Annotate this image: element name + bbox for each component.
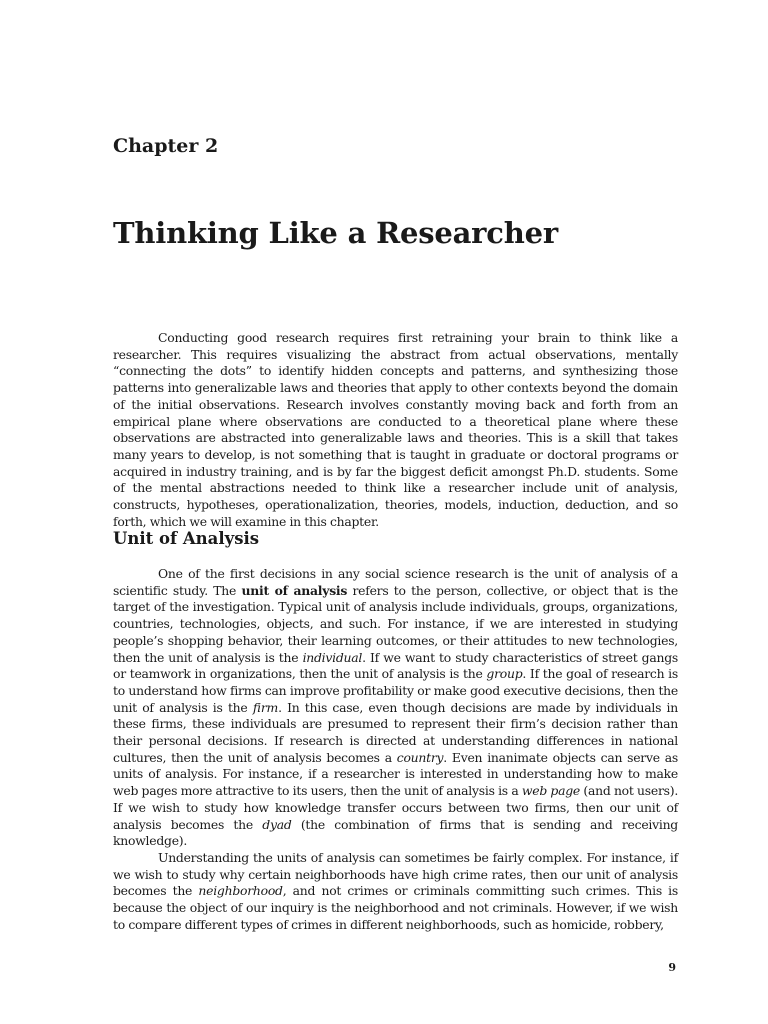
text-span: . If we want to study characteristics of street gangs or teamwork in organizations, then the unit of analysis is the (113, 649, 678, 682)
italic-term: country (396, 749, 444, 765)
text-span: , and not crimes or criminals committing such crimes. This is because the object of our inquiry is the neighborhood and not criminals. However, if we wish to compare different types of crimes in different neighborhoods, such as homicide, robbery, (113, 883, 678, 932)
chapter-label: Chapter 2 (113, 135, 219, 157)
intro-paragraph: Conducting good research requires first retraining your brain to think like a researcher. This requires visualizing the abstract from actual observations, mentally “connecting the dots” to identify hidden concepts and patterns, and synthesizing those patterns into generalizable laws and theories that apply to other contexts beyond the domain of the initial observations. Research involves constantly moving back and forth from an empirical plane where observations are conducted to a theoretical plane where these observations are abstracted into generalizable laws and theories. This is a skill that takes many years to develop, is not something that is taught in graduate or doctoral programs or acquired in industry training, and is by far the biggest deficit amongst Ph.D. students. Some of the mental abstractions needed to think like a researcher include unit of analysis, constructs, hypotheses, operationalization, theories, models, induction, deduction, and so forth, which we will examine in this chapter. (113, 330, 678, 529)
complexity-paragraph (113, 850, 678, 934)
page-number: 9 (668, 961, 676, 974)
text-span: One of the first decisions in any social science research is the unit of analysis of a scientific study. The (113, 566, 678, 598)
italic-term: web page (521, 783, 580, 799)
text-span: . Even inanimate objects can serve as units of analysis. For instance, if a researcher is interested in understanding how to make web pages more attractive to its users, then the unit of analysis is a (113, 749, 678, 799)
italic-term: firm (252, 699, 279, 715)
italic-term: dyad (262, 816, 292, 832)
unit-of-analysis-paragraph (113, 566, 678, 850)
text-span: refers to the person, collective, or object that is the target of the investigation. Typical unit of analysis include individuals, groups, organizations, countries, technologies, objects, and such. For instance, if we are interested in studying people’s shopping behavior, their learning outcomes, or their attitudes to new technologies, then the unit of analysis is the (113, 582, 678, 665)
text-span: . If the goal of research is to understand how firms can improve profitability or make good executive decisions, then the unit of analysis is the (113, 666, 678, 715)
text-span: Understanding the units of analysis can sometimes be fairly complex. For instance, if we wish to study why certain neighborhoods have high crime rates, then our unit of analysis becomes the (113, 850, 678, 899)
text-span: . In this case, even though decisions are made by individuals in these firms, these individuals are presumed to represent their firm’s decision rather than their personal decisions. If research is directed at understanding differences in national cultures, then the unit of analysis becomes a (113, 699, 678, 765)
italic-term: neighborhood (198, 883, 283, 899)
chapter-title: Thinking Like a Researcher (113, 216, 558, 250)
section-heading-unit-of-analysis: Unit of Analysis (113, 529, 260, 548)
text-span: (and not users). If we wish to study how knowledge transfer occurs between two firms, then our unit of analysis becomes the (113, 783, 679, 832)
bold-term: unit of analysis (241, 582, 348, 598)
italic-term: group (486, 666, 523, 682)
text-span: (the combination of firms that is sending and receiving knowledge). (113, 816, 678, 849)
italic-term: individual (302, 649, 363, 665)
